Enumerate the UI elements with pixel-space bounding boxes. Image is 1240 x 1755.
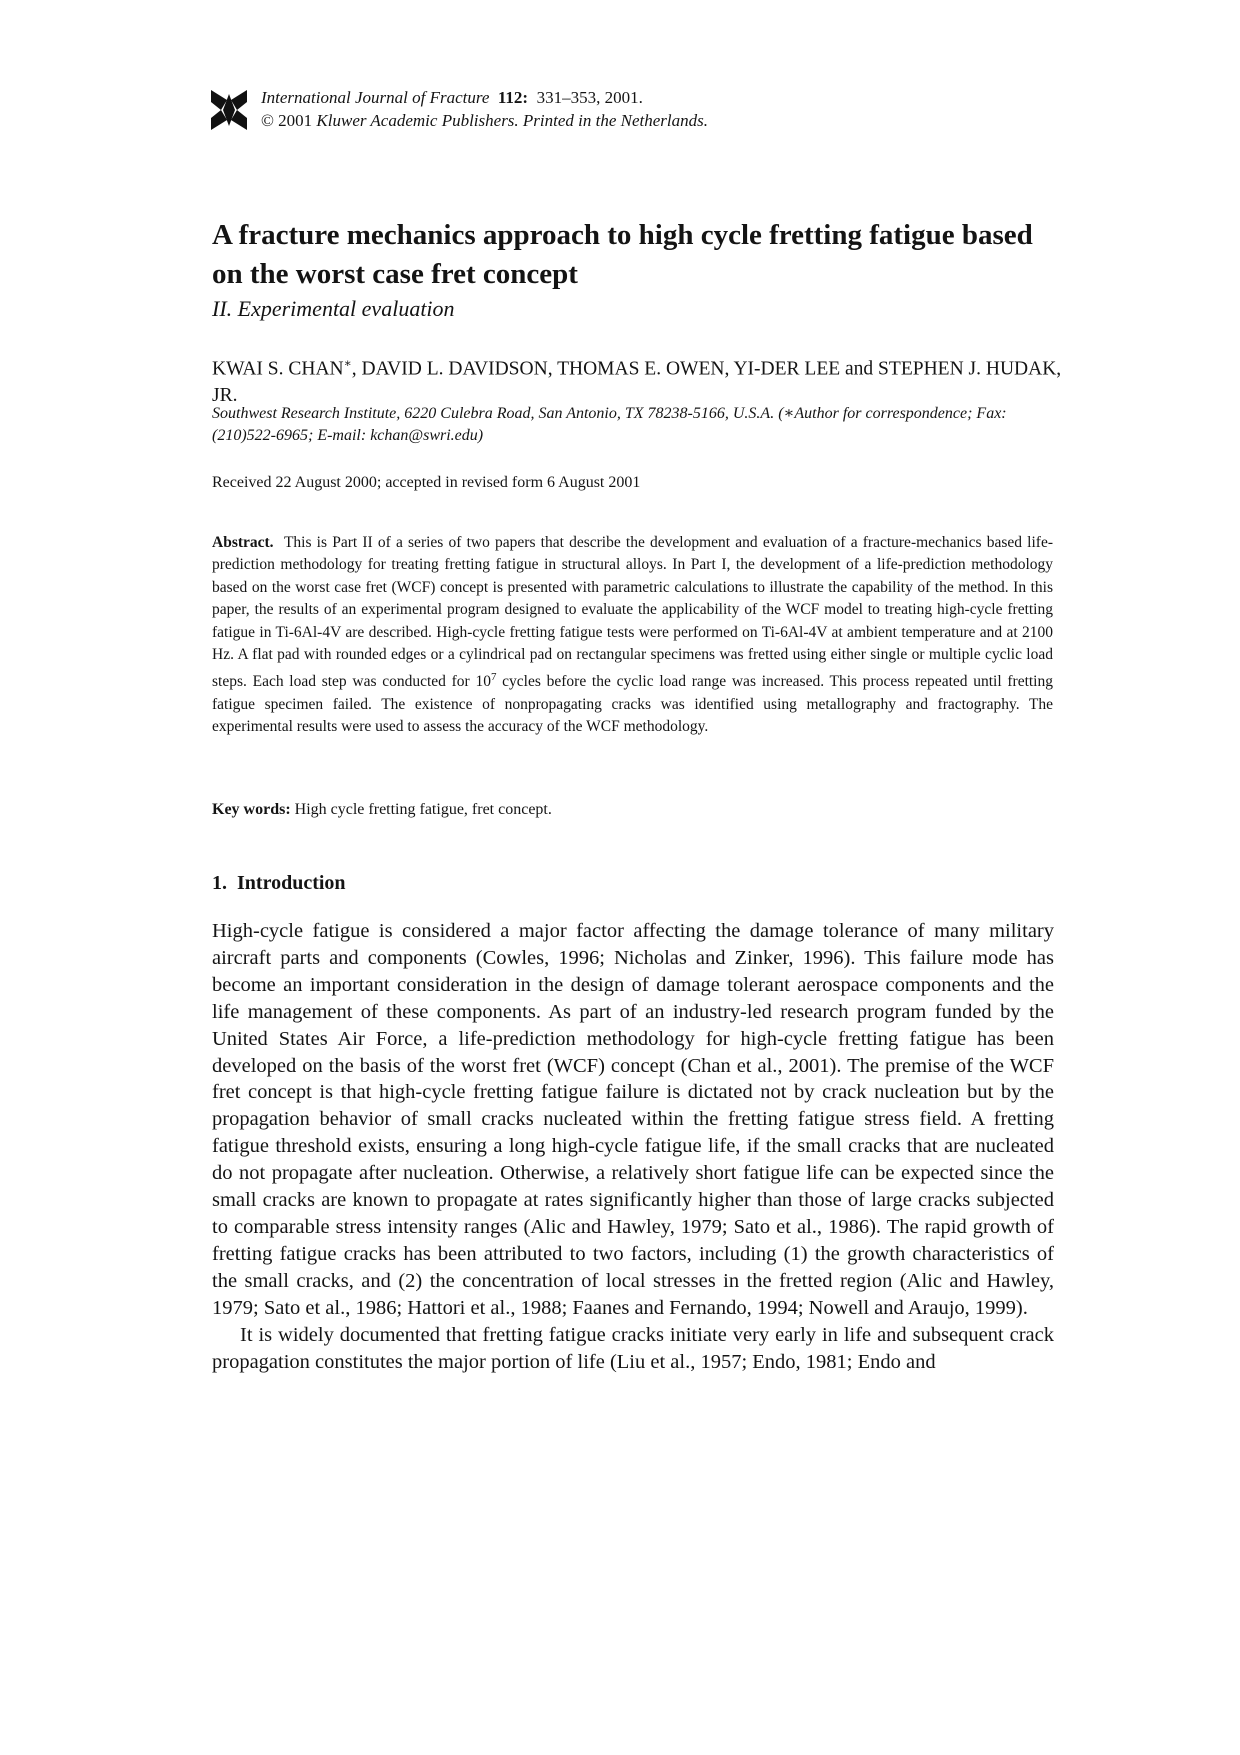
abstract bbox=[212, 532, 1053, 739]
keywords-label: Key words: bbox=[212, 801, 291, 818]
abstract-text-2: cycles before the cyclic load range was increased. This process repeated until fretting fatigue specimen failed. The existence of nonpropagating cracks was identified using metallography and fractography. The experimental results were used to assess the accuracy of the WCF methodology. bbox=[212, 673, 1053, 736]
paper-title: A fracture mechanics approach to high cycle fretting fatigue based on the worst case fret concept bbox=[212, 219, 1033, 290]
section-heading bbox=[212, 870, 346, 896]
author-rest: , DAVID L. DAVIDSON, THOMAS E. OWEN, YI-DER LEE and STEPHEN J. HUDAK, JR. bbox=[212, 358, 1062, 406]
publisher: Kluwer Academic Publishers. Printed in the Netherlands. bbox=[316, 111, 709, 130]
abstract-exponent: 7 bbox=[490, 671, 497, 684]
journal-pages: 331–353, 2001. bbox=[536, 88, 643, 107]
publisher-logo-icon bbox=[211, 88, 247, 132]
paragraph: High-cycle fatigue is considered a major factor affecting the damage tolerance of many military aircraft parts and components (Cowles, 1996; Nicholas and Zinker, 1996). This failure mode has become an important consideration in the design of damage tolerant aerospace components and the life management of these components. As part of an industry-led research program funded by the United States Air Force, a life-prediction methodology for high-cycle fretting fatigue has been developed on the basis of the worst fret (WCF) concept (Chan et al., 2001). The premise of the WCF fret concept is that high-cycle fretting fatigue failure is dictated not by crack nucleation but by the propagation behavior of small cracks nucleated within the fretting fatigue stress field. A fretting fatigue threshold exists, ensuring a long high-cycle fatigue life, if the small cracks that are nucleated do not propagate after nucleation. Otherwise, a relatively short fatigue life can be expected since the small cracks are known to propagate at rates significantly higher than those of large cracks subjected to comparable stress intensity ranges (Alic and Hawley, 1979; Sato et al., 1986). The rapid growth of fretting fatigue cracks has been attributed to two factors, including (1) the growth characteristics of the small cracks, and (2) the concentration of local stresses in the fretted region (Alic and Hawley, 1979; Sato et al., 1986; Hattori et al., 1988; Faanes and Fernando, 1994; Nowell and Araujo, 1999). bbox=[212, 920, 1054, 1319]
copyright: © 2001 bbox=[261, 111, 313, 130]
introduction-body bbox=[212, 918, 1054, 1375]
journal-name: International Journal of Fracture bbox=[261, 88, 490, 107]
section-number: 1. bbox=[212, 872, 227, 894]
journal-line-1 bbox=[261, 86, 708, 109]
journal-volume: 112: bbox=[497, 88, 529, 107]
author-first: KWAI S. CHAN bbox=[212, 358, 344, 380]
paper-subtitle: II. Experimental evaluation bbox=[212, 296, 455, 321]
keywords-text: High cycle fretting fatigue, fret concept. bbox=[294, 801, 552, 818]
paragraph: It is widely documented that fretting fatigue cracks initiate very early in life and subsequent crack propagation constitutes the major portion of life (Liu et al., 1957; Endo, 1981; Endo and bbox=[212, 1323, 1054, 1373]
section-title: Introduction bbox=[237, 872, 346, 894]
abstract-label: Abstract. bbox=[212, 534, 274, 551]
journal-citation bbox=[261, 86, 708, 132]
keywords bbox=[212, 799, 552, 821]
affiliation: Southwest Research Institute, 6220 Culebra Road, San Antonio, TX 78238-5166, U.S.A. (∗Author for correspondence; Fax: (210)522-6965; E-mail: kchan@swri.edu) bbox=[212, 405, 1007, 444]
author-list bbox=[212, 350, 1062, 409]
author-asterisk: ∗ bbox=[343, 356, 352, 370]
received-dates: Received 22 August 2000; accepted in revised form 6 August 2001 bbox=[212, 474, 641, 491]
journal-line-2 bbox=[261, 109, 708, 132]
abstract-text-1: This is Part II of a series of two papers that describe the development and evaluation of a fracture-mechanics based life-prediction methodology for treating fretting fatigue in structural alloys. In Part I, the development of a life-prediction methodology based on the worst case fret (WCF) concept is presented with parametric calculations to illustrate the capability of the method. In this paper, the results of an experimental program designed to evaluate the applicability of the WCF model to treating high-cycle fretting fatigue in Ti-6Al-4V are described. High-cycle fretting fatigue tests were performed on Ti-6Al-4V at ambient temperature and at 2100 Hz. A flat pad with rounded edges or a cylindrical pad on rectangular specimens was fretted using either single or multiple cyclic load steps. Each load step was conducted for 10 bbox=[212, 534, 1053, 691]
